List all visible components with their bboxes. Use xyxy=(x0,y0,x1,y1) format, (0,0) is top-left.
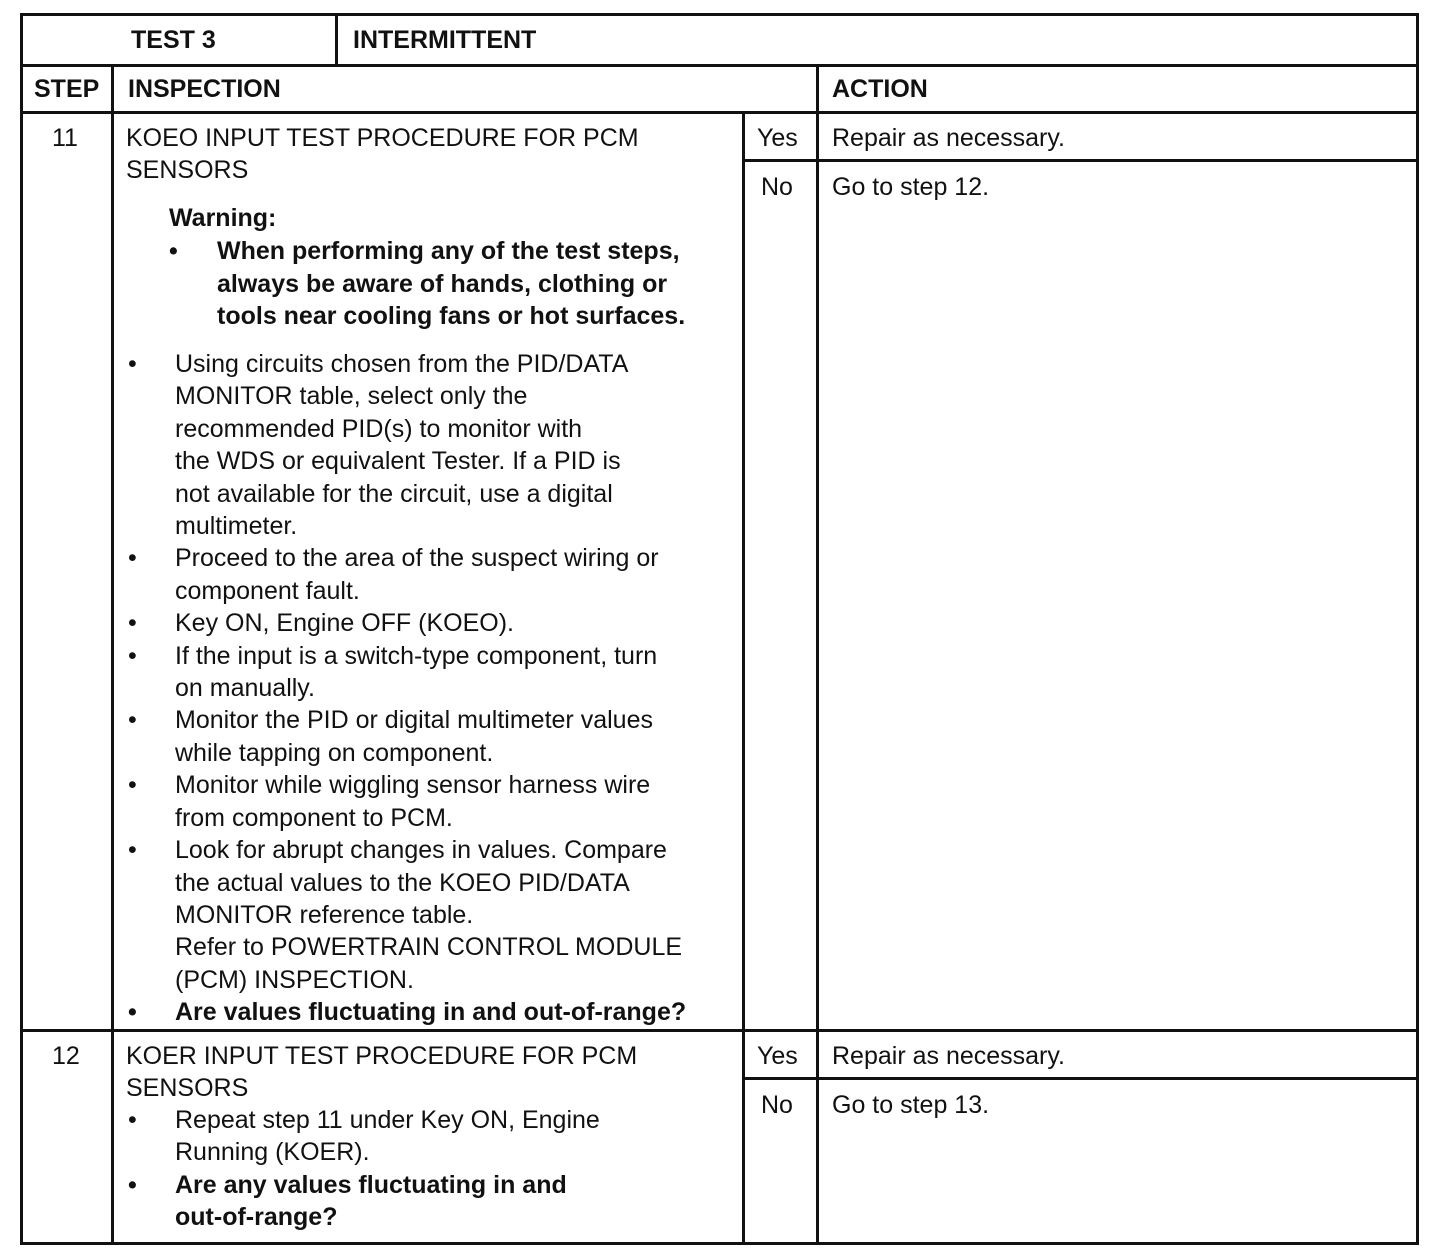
rule-below-step11 xyxy=(20,1029,1419,1032)
step-11-no-action: Go to step 12. xyxy=(832,173,990,201)
rule-action-column xyxy=(816,64,819,1245)
step-11-bullet-5: Monitor the PID or digital multimeter values while tapping on component. xyxy=(175,706,653,767)
step-12-no-action: Go to step 13. xyxy=(832,1091,990,1119)
rule-below-title xyxy=(20,64,1419,67)
step-12-yes-action: Repair as necessary. xyxy=(832,1042,1065,1070)
rule-step11-yes xyxy=(742,159,1419,162)
step-11-yes-action: Repair as necessary. xyxy=(832,124,1065,152)
step-12-question: Are any values fluctuating in and out-of-range? xyxy=(175,1170,567,1232)
header-inspection: INSPECTION xyxy=(128,75,281,103)
list-item: • Key ON, Engine OFF (KOEO). xyxy=(128,609,514,638)
header-action: ACTION xyxy=(832,75,928,103)
rule-answer-column xyxy=(742,111,745,1245)
step-11-warning-label: Warning: xyxy=(169,204,277,232)
rule-title-divider xyxy=(335,13,338,66)
list-item: • Using circuits chosen from the PID/DATA MONITOR table, select only the recommended PID(s) to monitor with the WDS or equivalent Tester. If a PID is not available for the circuit, use a digital multimeter. xyxy=(128,350,629,541)
step-12-no-label: No xyxy=(761,1091,793,1119)
step-11-no-label: No xyxy=(761,173,793,201)
list-item: • Monitor while wiggling sensor harness wire from component to PCM. xyxy=(128,771,651,832)
step-11-bullet-2: Proceed to the area of the suspect wiring or component fault. xyxy=(175,544,659,605)
list-item: • Are any values fluctuating in and out-of-range? xyxy=(128,1170,567,1232)
list-item: • Proceed to the area of the suspect wiring or component fault. xyxy=(128,544,659,605)
step-11-number: 11 xyxy=(52,124,78,152)
step-12-number: 12 xyxy=(52,1042,80,1070)
step-11-bullet-3: Key ON, Engine OFF (KOEO). xyxy=(175,609,514,638)
step-12-title-line1: KOER INPUT TEST PROCEDURE FOR PCM xyxy=(126,1042,638,1070)
step-11-bullet-4: If the input is a switch-type component, turn on manually. xyxy=(175,641,658,703)
step-11-title-line1: KOEO INPUT TEST PROCEDURE FOR PCM xyxy=(126,124,639,152)
step-12-title-line2: SENSORS xyxy=(126,1074,249,1102)
step-11-bullet-6: Monitor while wiggling sensor harness wire from component to PCM. xyxy=(175,771,651,832)
list-item: • If the input is a switch-type component, turn on manually. xyxy=(128,641,658,703)
step-11-warning-text: When performing any of the test steps, always be aware of hands, clothing or tools near cooling fans or hot surfaces. xyxy=(217,237,686,330)
warning-bullet: • xyxy=(169,237,178,265)
step-11-question: Are values fluctuating in and out-of-range? xyxy=(175,998,687,1027)
list-item: • Repeat step 11 under Key ON, Engine Running (KOER). xyxy=(128,1106,600,1167)
step-12-yes-label: Yes xyxy=(757,1042,798,1070)
step-11-bullets xyxy=(120,348,686,1029)
step-12-bullet-1: Repeat step 11 under Key ON, Engine Running (KOER). xyxy=(175,1106,600,1167)
header-step: STEP xyxy=(34,75,100,103)
test-label: TEST 3 xyxy=(131,26,216,54)
list-item: • Look for abrupt changes in values. Compare the actual values to the KOEO PID/DATA MONITOR reference table. Refer to POWERTRAIN CONTROL MODULE (PCM) INSPECTION. xyxy=(128,836,683,994)
test-name: INTERMITTENT xyxy=(353,26,537,54)
step-11-title-line2: SENSORS xyxy=(126,156,249,184)
list-item: • Are values fluctuating in and out-of-range? xyxy=(128,998,687,1027)
list-item: • Monitor the PID or digital multimeter values while tapping on component. xyxy=(128,706,653,767)
rule-below-headers xyxy=(20,111,1419,114)
rule-step-column xyxy=(111,64,114,1245)
step-11-yes-label: Yes xyxy=(757,124,798,152)
rule-step12-yes xyxy=(742,1077,1419,1080)
step-11-bullet-7: Look for abrupt changes in values. Compare the actual values to the KOEO PID/DATA MONITOR reference table. Refer to POWERTRAIN CONTROL MODULE (PCM) INSPECTION. xyxy=(175,836,683,994)
step-11-bullet-1: Using circuits chosen from the PID/DATA MONITOR table, select only the recommended PID(s) to monitor with the WDS or equivalent Tester. If a PID is not available for the circuit, use a digital multimeter. xyxy=(175,350,629,541)
step-12-bullets xyxy=(120,1104,600,1234)
